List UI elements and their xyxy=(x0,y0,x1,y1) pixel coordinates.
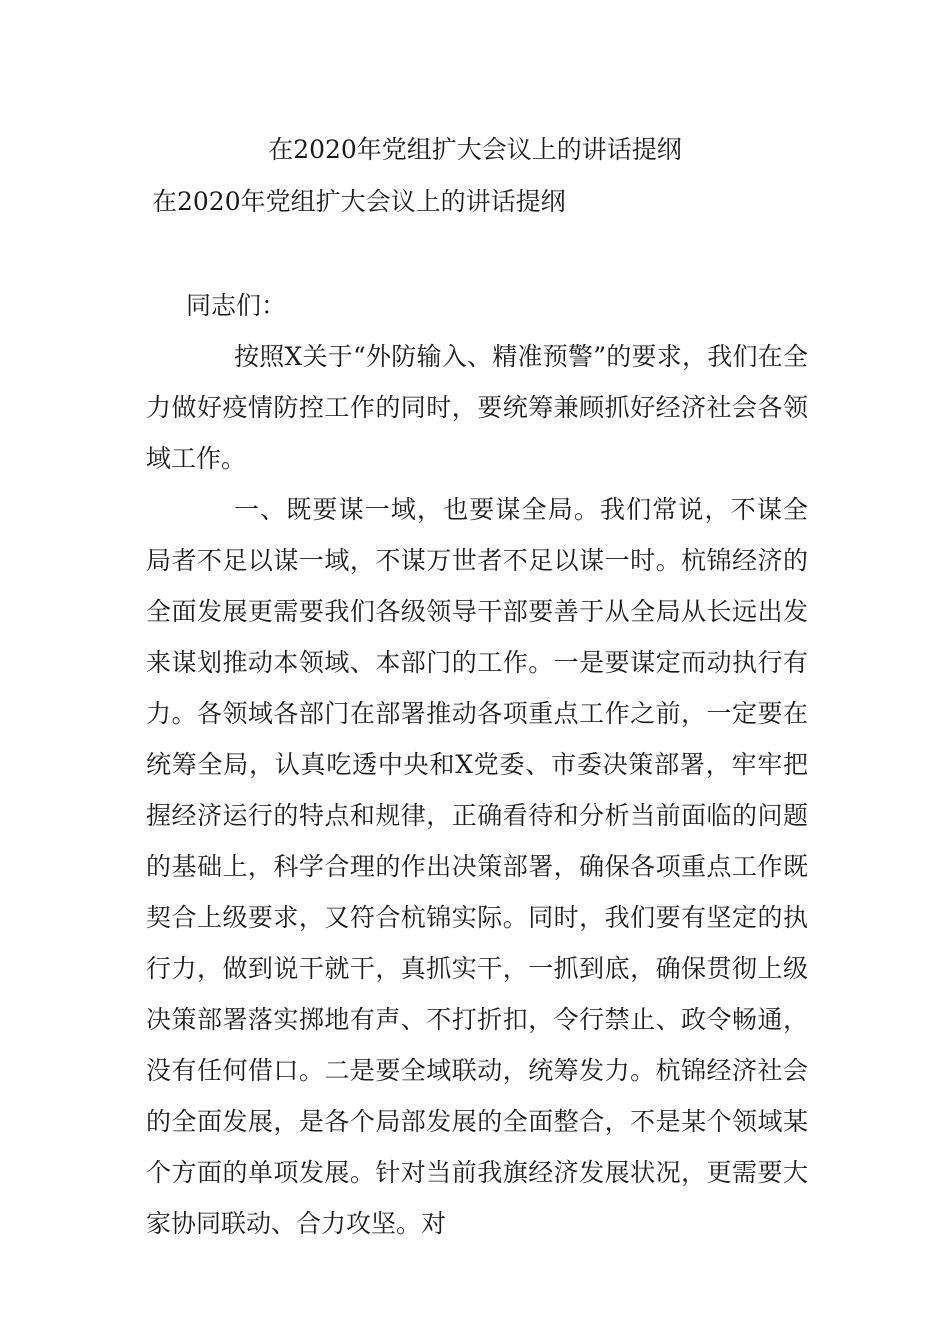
document-title: 在2020年党组扩大会议上的讲话提纲 xyxy=(268,135,682,164)
document-subtitle: 在2020年党组扩大会议上的讲话提纲 xyxy=(152,187,566,216)
document-body xyxy=(146,280,808,1249)
salutation: 同志们： xyxy=(186,291,287,320)
paragraph-section-one: 一、既要谋一域，也要谋全局。我们常说，不谋全局者不足以谋一域，不谋万世者不足以谋一时。杭锦经济的全面发展更需要我们各级领导干部要善于从全局从长远出发来谋划推动本领域、本部门的工作。一是要谋定而动执行有力。各领域各部门在部署推动各项重点工作之前，一定要在统筹全局，认真吃透中央和X党委、市委决策部署，牢牢把握经济运行的特点和规律，正确看待和分析当前面临的问题的基础上，科学合理的作出决策部署，确保各项重点工作既契合上级要求，又符合杭锦实际。同时，我们要有坚定的执行力，做到说干就干，真抓实干，一抓到底，确保贯彻上级决策部署落实掷地有声、不打折扣，令行禁止、政令畅通，没有任何借口。二是要全域联动，统筹发力。杭锦经济社会的全面发展，是各个局部发展的全面整合，不是某个领域某个方面的单项发展。针对当前我旗经济发展状况，更需要大家协同联动、合力攻坚。对 xyxy=(146,495,808,1238)
paragraph-intro: 按照X关于“外防输入、精准预警”的要求，我们在全力做好疫情防控工作的同时，要统筹兼顾抓好经济社会各领域工作。 xyxy=(146,342,808,473)
